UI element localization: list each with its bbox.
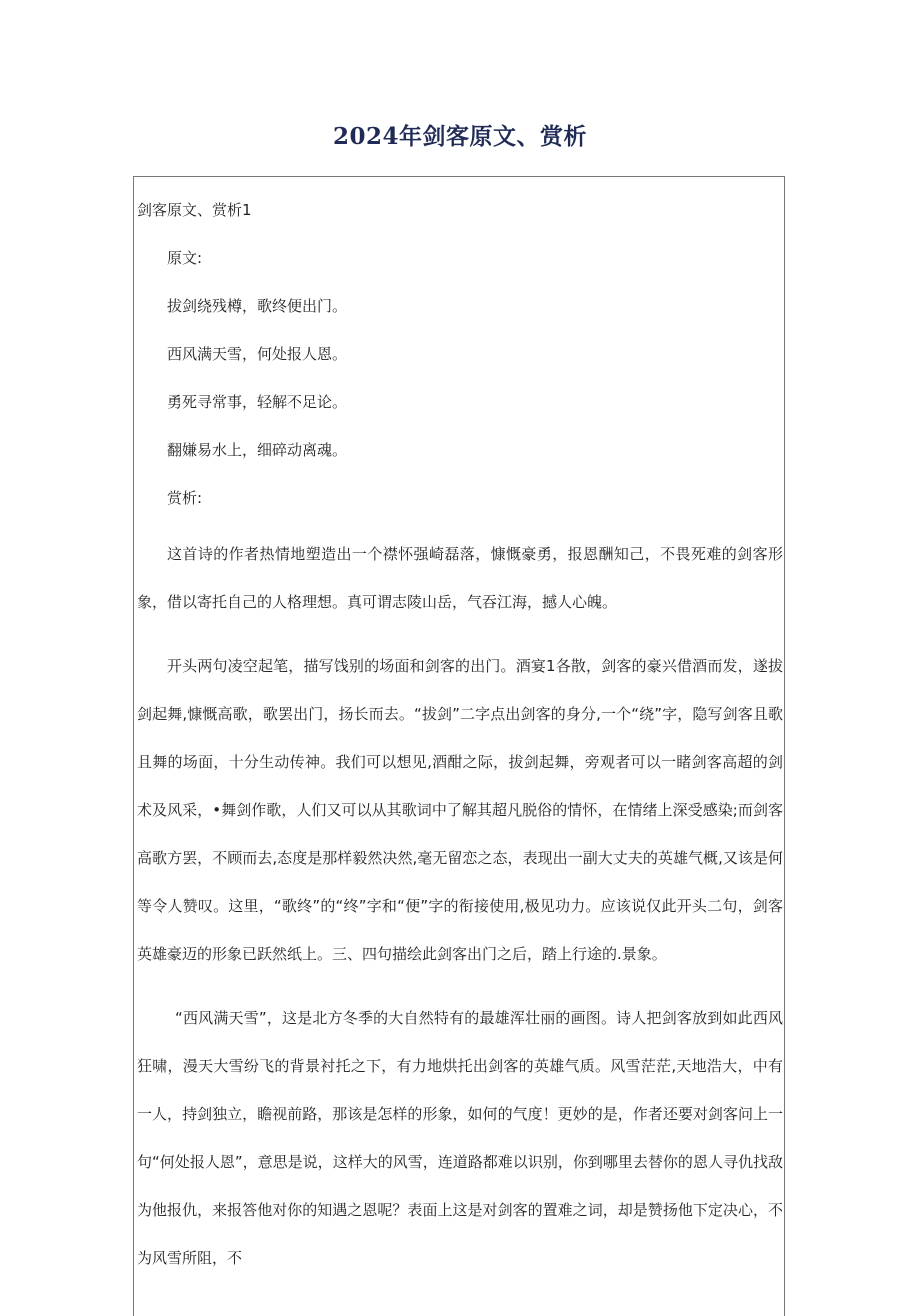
analysis-paragraph-1: 这首诗的作者热情地塑造出一个襟怀强崎磊落，慷慨豪勇，报恩酬知己，不畏死难的剑客形象，借以寄托自己的人格理想。真可谓志陵山岳，气吞江海，撼人心魄。: [137, 545, 783, 611]
poem-line-2: 西风满天雪，何处报人恩。: [167, 345, 348, 363]
original-label: 原文:: [167, 249, 203, 267]
analysis-paragraph-3: “西风满天雪”，这是北方冬季的大自然特有的最雄浑壮丽的画图。诗人把剑客放到如此西风狂啸，漫天大雪纷飞的背景衬托之下，有力地烘托出剑客的英雄气质。风雪茫茫,天地浩大，中有一人，持剑独立，瞻视前路，那该是怎样的形象，如何的气度！更妙的是，作者还要对剑客问上一句“何处报人恩”，意思是说，这样大的风雪，连道路都难以识别，你到哪里去替你的恩人寻仇找敌为他报仇，来报答他对你的知遇之恩呢？表面上这是对剑客的置难之词，却是赞扬他下定决心，不为风雪所阻，不: [137, 1009, 783, 1267]
analysis-paragraph-2: 开头两句凌空起笔，描写饯别的场面和剑客的出门。酒宴1各散，剑客的豪兴借酒而发，遂拔剑起舞,慷慨高歌，歌罢出门，扬长而去。“拔剑”二字点出剑客的身分,一个“绕”字，隐写剑客且歌且舞的场面，十分生动传神。我们可以想见,酒酣之际，拔剑起舞，旁观者可以一睹剑客高超的剑术及风采，•舞剑作歌，人们又可以从其歌词中了解其超凡脱俗的情怀，在情绪上深受感染;而剑客高歌方罢，不顾而去,态度是那样毅然决然,毫无留恋之态，表现出一副大丈夫的英雄气概,又该是何等令人赞叹。这里，“歌终”的“终”字和“便”字的衔接使用,极见功力。应该说仅此开头二句，剑客英雄豪迈的形象已跃然纸上。三、四句描绘此剑客出门之后，踏上行途的.景象。: [137, 657, 783, 963]
page-title: 2024年剑客原文、赏析: [332, 123, 587, 150]
analysis-label: 赏析:: [167, 489, 203, 507]
poem-line-1: 拔剑绕残樽，歌终便出门。: [167, 297, 348, 315]
poem-line-4: 翻嫌易水上，细碎动离魂。: [167, 441, 348, 459]
poem-line-3: 勇死寻常事，轻解不足论。: [167, 393, 348, 411]
document-body: [137, 194, 783, 1298]
section-heading: 剑客原文、赏析1: [137, 201, 252, 219]
